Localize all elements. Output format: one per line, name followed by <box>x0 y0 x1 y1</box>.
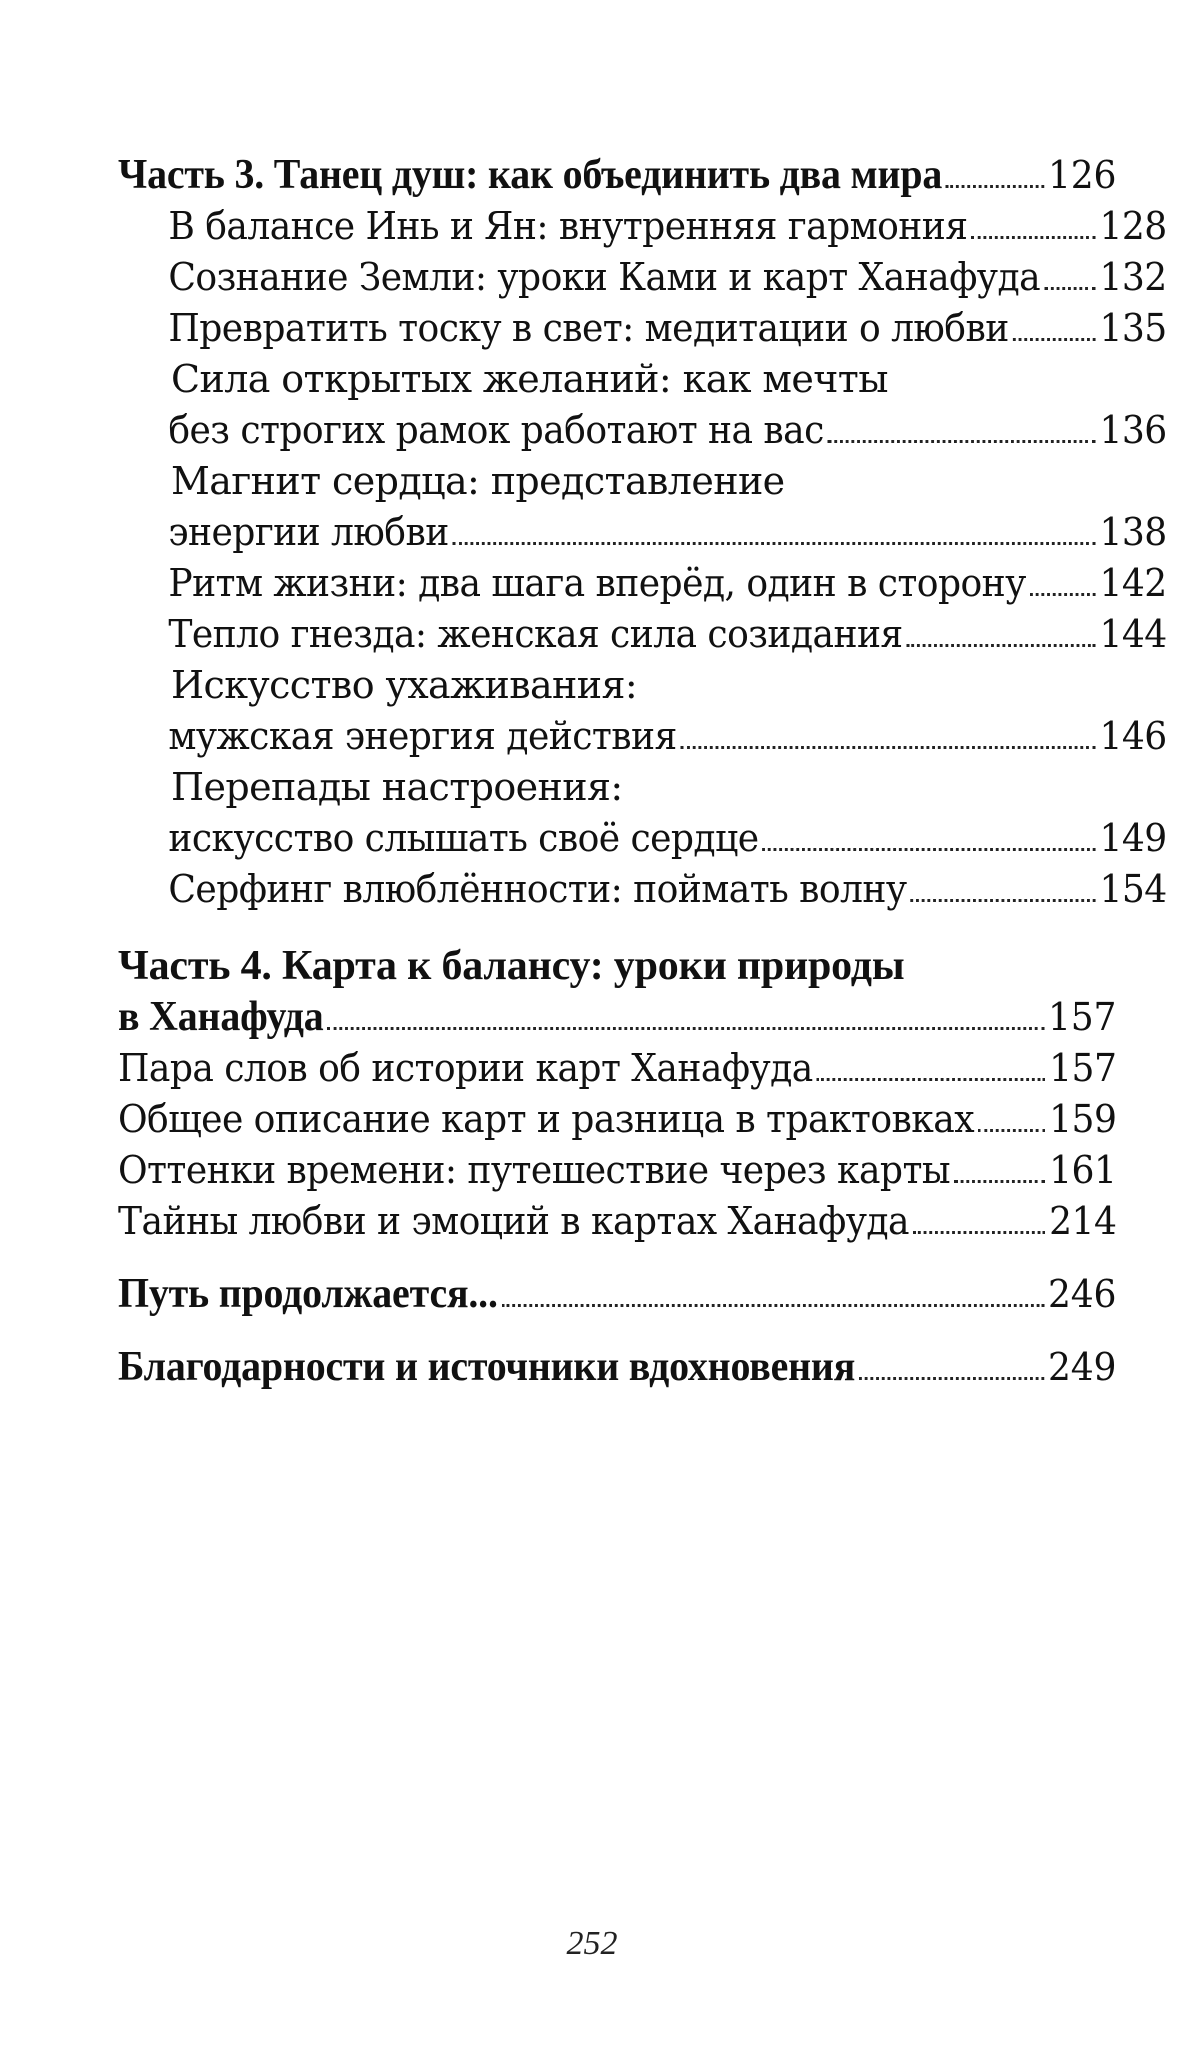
dot-leader <box>1030 593 1096 596</box>
toc-entry-title: В балансе Инь и Ян: внутренняя гармония <box>168 204 968 248</box>
toc-entry-title: искусство слышать своё сердце <box>168 816 759 860</box>
toc-entry-first-line: Искусство ухаживания: <box>171 663 638 707</box>
toc-entry[interactable] <box>118 252 1167 303</box>
toc-entry-page: 157 <box>1049 1046 1117 1090</box>
toc-entry-page: 142 <box>1099 561 1167 605</box>
toc-entry-page: 157 <box>1048 995 1117 1039</box>
toc-entry-page: 128 <box>1099 204 1167 248</box>
dot-leader <box>1012 338 1095 341</box>
toc-entry[interactable] <box>118 711 1167 762</box>
toc-entry-title: Пара слов об истории карт Ханафуда <box>118 1046 813 1090</box>
toc-entry-page: 159 <box>1049 1097 1117 1141</box>
dot-leader <box>910 899 1095 902</box>
dot-leader <box>859 1377 1044 1380</box>
dot-leader <box>978 1129 1046 1132</box>
toc-entry-page: 126 <box>1048 153 1117 197</box>
toc-entry-title: Ритм жизни: два шага вперёд, один в сторону <box>168 561 1026 605</box>
toc-entry-title: Общее описание карт и разница в трактовках <box>118 1097 974 1141</box>
toc-entry-first-line: Перепады настроения: <box>171 765 623 809</box>
toc-entry-first-line: Сила открытых желаний: как мечты <box>171 357 888 401</box>
toc-entry-title: Серфинг влюблённости: поймать волну <box>168 867 907 911</box>
section-spacer <box>118 1247 1116 1269</box>
toc-entry-title: Тайны любви и эмоций в картах Ханафуда <box>118 1199 909 1243</box>
dot-leader <box>452 542 1095 545</box>
dot-leader <box>913 1231 1046 1234</box>
toc-entry[interactable] <box>118 1094 1116 1145</box>
toc-entry-title: Путь продолжается... <box>118 1271 498 1317</box>
toc-entry-page: 132 <box>1099 255 1167 299</box>
toc-entry-title: без строгих рамок работают на вас <box>168 408 824 452</box>
dot-leader <box>1044 287 1096 290</box>
section-spacer <box>118 1320 1116 1342</box>
toc-entry-page: 144 <box>1099 612 1167 656</box>
table-of-contents <box>118 150 1167 1393</box>
toc-entry-page: 154 <box>1099 867 1167 911</box>
toc-entry-page: 146 <box>1099 714 1167 758</box>
toc-entry-thanks[interactable] <box>118 1342 1116 1393</box>
toc-entry-continues[interactable] <box>118 1269 1116 1320</box>
toc-entry-page: 136 <box>1099 408 1167 452</box>
toc-entry[interactable] <box>118 507 1167 558</box>
toc-entry-page: 246 <box>1048 1272 1117 1316</box>
toc-entry-title: в Ханафуда <box>118 994 324 1040</box>
toc-entry[interactable] <box>118 303 1167 354</box>
toc-entry-title: Тепло гнезда: женская сила созидания <box>168 612 903 656</box>
dot-leader <box>954 1180 1046 1183</box>
toc-entry[interactable] <box>118 813 1167 864</box>
toc-entry-title: Превратить тоску в свет: медитации о любви <box>168 306 1009 350</box>
toc-entry[interactable] <box>118 405 1167 456</box>
toc-entry[interactable] <box>118 1196 1116 1247</box>
toc-entry[interactable] <box>118 1043 1116 1094</box>
toc-entry-title: мужская энергия действия <box>168 714 677 758</box>
toc-entry-page: 214 <box>1049 1199 1117 1243</box>
toc-entry-page: 161 <box>1049 1148 1117 1192</box>
toc-entry[interactable] <box>118 201 1167 252</box>
toc-entry-part-4[interactable] <box>118 992 1116 1043</box>
toc-entry-page: 138 <box>1099 510 1167 554</box>
toc-entry-title: Оттенки времени: путешествие через карты <box>118 1148 951 1192</box>
dot-leader <box>327 1027 1044 1030</box>
dot-leader <box>817 1078 1046 1081</box>
page-number: 252 <box>566 1925 618 1962</box>
toc-entry-part-3[interactable] <box>118 150 1116 201</box>
toc-entry[interactable] <box>118 864 1167 915</box>
toc-entry-page: 135 <box>1099 306 1167 350</box>
dot-leader <box>762 848 1095 851</box>
dot-leader <box>681 746 1096 749</box>
dot-leader <box>971 236 1095 239</box>
toc-entry-first-line: Часть 4. Карта к балансу: уроки природы <box>118 943 905 989</box>
toc-entry[interactable] <box>118 1145 1116 1196</box>
toc-entry-page: 149 <box>1099 816 1167 860</box>
toc-entry[interactable] <box>118 609 1167 660</box>
dot-leader <box>828 440 1096 443</box>
toc-entry-first-line: Магнит сердца: представление <box>171 459 785 503</box>
toc-entry-page: 249 <box>1048 1345 1117 1389</box>
toc-entry-title: Часть 3. Танец душ: как объединить два мира <box>118 152 943 198</box>
toc-entry-title: Благодарности и источники вдохновения <box>118 1344 856 1390</box>
dot-leader <box>906 644 1095 647</box>
toc-entry[interactable] <box>118 558 1167 609</box>
dot-leader <box>946 185 1044 188</box>
toc-entry-title: Сознание Земли: уроки Ками и карт Ханафуда <box>168 255 1041 299</box>
toc-entry-title: энергии любви <box>168 510 449 554</box>
dot-leader <box>502 1304 1045 1307</box>
section-spacer <box>118 915 1116 941</box>
